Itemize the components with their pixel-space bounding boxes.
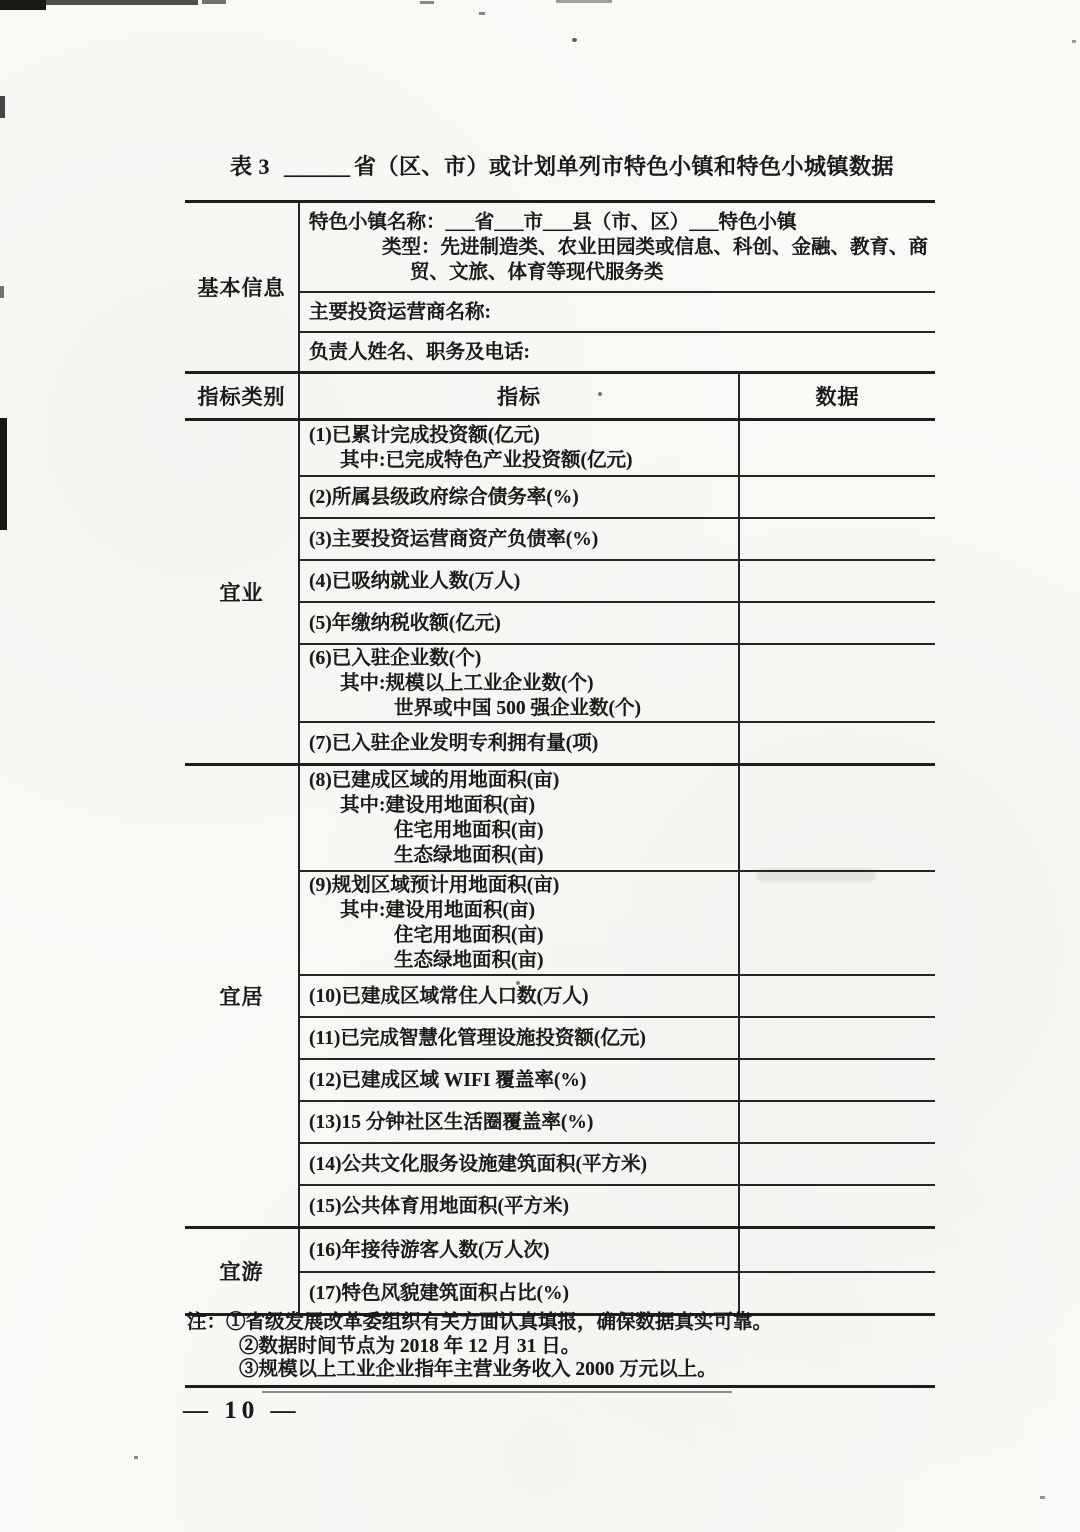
data-table <box>185 200 935 1316</box>
indicator-row <box>300 517 935 559</box>
scan-artifact <box>556 0 612 3</box>
note-line <box>187 1311 772 1335</box>
data-cell <box>740 1229 935 1271</box>
indicator-row <box>300 766 935 870</box>
indicator-cell <box>300 1273 740 1313</box>
indicator-cell <box>300 519 740 559</box>
basic-info-rows <box>300 203 935 371</box>
data-cell <box>740 561 935 601</box>
indicator-line: (9)规划区域预计用地面积(亩) <box>309 875 560 896</box>
indicator-cell <box>300 421 740 475</box>
indicator-row <box>300 1058 935 1100</box>
indicator-row <box>300 721 935 763</box>
data-cell <box>740 421 935 475</box>
indicator-row <box>300 1016 935 1058</box>
indicator-line: (8)已建成区域的用地面积(亩) <box>309 770 560 791</box>
indicator-line: (16)年接待游客人数(万人次) <box>309 1239 550 1261</box>
indicator-line: 其中:规模以上工业企业数(个) <box>340 672 594 694</box>
indicator-line: (15)公共体育用地面积(平方米) <box>309 1195 569 1217</box>
scan-artifact <box>572 38 577 42</box>
notes-bottom-rule <box>185 1385 935 1388</box>
indicator-line: (3)主要投资运营商资产负债率(%) <box>309 528 599 550</box>
category-cell: 宜游 <box>185 1229 300 1313</box>
indicator-cell <box>300 723 740 763</box>
header-col-data: 数据 <box>815 385 860 409</box>
indicator-line: (13)15 分钟社区生活圈覆盖率(%) <box>309 1111 594 1133</box>
indicator-line: 住宅用地面积(亩) <box>394 925 544 946</box>
indicator-cell <box>300 561 740 601</box>
indicator-cell <box>300 872 740 974</box>
data-cell <box>740 766 935 870</box>
indicator-cell <box>300 645 740 721</box>
basic-info-line: 特色小镇名称：___省___市___县（市、区）___特色小镇 <box>309 211 797 233</box>
indicator-cell <box>300 603 740 643</box>
scan-artifact <box>1040 1496 1045 1499</box>
indicator-row <box>300 870 935 974</box>
indicator-row <box>300 559 935 601</box>
data-cell <box>740 723 935 763</box>
scan-artifact <box>0 0 46 10</box>
indicator-line: 生态绿地面积(亩) <box>394 950 544 971</box>
indicator-row <box>300 601 935 643</box>
section-yiye <box>185 421 935 763</box>
indicator-row <box>300 643 935 721</box>
table-header-row <box>185 371 935 421</box>
note-text: ③规模以上工业企业指年主营业务收入 2000 万元以上。 <box>239 1359 717 1380</box>
scan-artifact <box>0 96 5 118</box>
section-rows <box>300 421 935 763</box>
notes-bottom-rule-echo <box>262 1391 732 1393</box>
indicator-line: (17)特色风貌建筑面积占比(%) <box>309 1282 569 1304</box>
indicator-cell <box>300 1018 740 1058</box>
category-basic-info: 基本信息 <box>185 203 300 371</box>
basic-info-line: 主要投资运营商名称: <box>309 301 491 323</box>
indicator-line: 其中:建设用地面积(亩) <box>340 795 535 816</box>
data-cell <box>740 1060 935 1100</box>
note-text: ①省级发展改革委组织有关方面认真填报，确保数据真实可靠。 <box>226 1312 773 1333</box>
page-title <box>230 150 894 181</box>
basic-info-row <box>300 291 935 331</box>
data-cell <box>740 1018 935 1058</box>
title-text: 省（区、市）或计划单列市特色小镇和特色小城镇数据 <box>354 154 895 179</box>
indicator-line: (10)已建成区域常住人口数(万人) <box>309 985 589 1007</box>
data-cell <box>740 603 935 643</box>
scan-artifact <box>134 1456 138 1459</box>
scan-artifact <box>479 12 485 15</box>
indicator-line: (11)已完成智慧化管理设施投资额(亿元) <box>309 1027 646 1049</box>
scan-artifact <box>0 286 4 298</box>
indicator-line: (5)年缴纳税收额(亿元) <box>309 612 501 634</box>
scan-artifact <box>1072 40 1076 43</box>
indicator-cell <box>300 1060 740 1100</box>
data-cell <box>740 477 935 517</box>
indicator-row <box>300 1184 935 1226</box>
notes <box>187 1311 772 1382</box>
indicator-line: (4)已吸纳就业人数(万人) <box>309 570 521 592</box>
data-cell <box>740 1273 935 1313</box>
title-blank: ______ <box>284 154 351 179</box>
indicator-cell <box>300 477 740 517</box>
page-number: — 10 — <box>183 1397 301 1424</box>
indicator-line: 其中:已完成特色产业投资额(亿元) <box>340 450 633 471</box>
basic-info-section <box>185 203 935 371</box>
indicator-row <box>300 1229 935 1271</box>
indicator-line: (1)已累计完成投资额(亿元) <box>309 425 540 446</box>
note-line <box>187 1358 772 1382</box>
basic-info-row <box>300 331 935 371</box>
scan-artifact <box>202 0 226 4</box>
header-col-category: 指标类别 <box>185 374 300 418</box>
table-number: 表 3 <box>230 154 271 179</box>
indicator-row <box>300 475 935 517</box>
note-line <box>187 1335 772 1359</box>
indicator-line: 世界或中国 500 强企业数(个) <box>394 697 641 719</box>
basic-info-line: 类型：先进制造类、农业田园类或信息、科创、金融、教育、商 <box>382 236 929 258</box>
indicator-row <box>300 974 935 1016</box>
indicator-row <box>300 1271 935 1313</box>
indicator-line: (14)公共文化服务设施建筑面积(平方米) <box>309 1153 647 1175</box>
data-cell <box>740 976 935 1016</box>
basic-info-line: 贸、文旅、体育等现代服务类 <box>410 261 664 283</box>
scan-artifact <box>46 0 198 5</box>
indicator-line: 生态绿地面积(亩) <box>394 845 544 866</box>
data-cell <box>740 1186 935 1226</box>
note-text: ②数据时间节点为 2018 年 12 月 31 日。 <box>239 1335 581 1357</box>
indicator-cell <box>300 1144 740 1184</box>
indicator-cell <box>300 1186 740 1226</box>
section-rows <box>300 766 935 1226</box>
data-cell <box>740 519 935 559</box>
data-cell <box>740 1144 935 1184</box>
indicator-cell <box>300 766 740 870</box>
indicator-line: (6)已入驻企业数(个) <box>309 647 482 669</box>
indicator-line: (12)已建成区域 WIFI 覆盖率(%) <box>309 1069 587 1091</box>
scan-artifact <box>0 418 7 530</box>
notes-label: 注： <box>187 1312 227 1333</box>
indicator-row <box>300 1100 935 1142</box>
basic-info-line: 负责人姓名、职务及电话: <box>309 341 530 363</box>
section-rows <box>300 1229 935 1313</box>
data-cell <box>740 872 935 974</box>
indicator-line: (7)已入驻企业发明专利拥有量(项) <box>309 732 599 754</box>
indicator-cell <box>300 976 740 1016</box>
indicator-row <box>300 421 935 475</box>
indicator-line: (2)所属县级政府综合债务率(%) <box>309 486 579 508</box>
data-cell <box>740 1102 935 1142</box>
category-cell: 宜业 <box>185 421 300 763</box>
basic-info-row <box>300 203 935 291</box>
section-yiyou <box>185 1226 935 1313</box>
indicator-cell <box>300 1102 740 1142</box>
indicator-line: 住宅用地面积(亩) <box>394 820 544 841</box>
indicator-line: 其中:建设用地面积(亩) <box>340 900 535 921</box>
header-col-indicator: 指标 <box>300 374 740 418</box>
indicator-row <box>300 1142 935 1184</box>
category-cell: 宜居 <box>185 766 300 1226</box>
scan-artifact <box>420 1 434 4</box>
indicator-cell <box>300 1229 740 1271</box>
section-yiju <box>185 763 935 1226</box>
data-cell <box>740 645 935 721</box>
